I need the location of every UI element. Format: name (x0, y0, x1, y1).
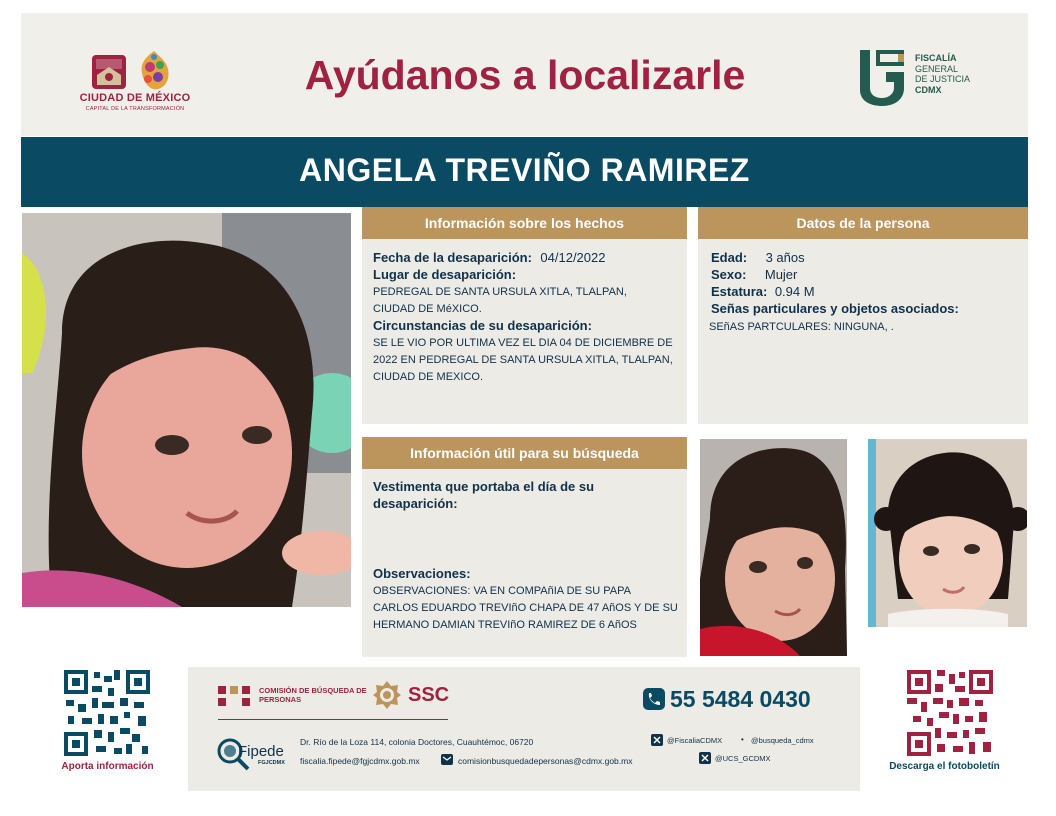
fiscalia-line: DE JUSTICIA (915, 74, 971, 84)
social-separator-dot: • (741, 735, 744, 744)
divider (218, 719, 448, 720)
main-photo (22, 213, 351, 607)
sexo-row (711, 266, 1026, 283)
estatura-row (711, 283, 1026, 300)
hechos-heading: Información sobre los hechos (362, 207, 687, 239)
lugar-value: PEDREGAL DE SANTA URSULA XITLA, TLALPAN, CIUDAD DE MéXICO. (373, 286, 627, 315)
child-photo-illustration (22, 213, 351, 607)
person-name: ANGELA TREVIÑO RAMIREZ (299, 152, 750, 188)
address: Dr. Río de la Loza 114, colonia Doctores, Cuauhtémoc, 06720 (300, 737, 534, 747)
persona-panel (698, 239, 1028, 424)
social-busqueda[interactable]: @busqueda_cdmx (751, 736, 814, 745)
qr-left-caption: Aporta información (61, 761, 154, 772)
persona-heading: Datos de la persona (698, 207, 1028, 239)
lugar-label: Lugar de desaparición: (373, 267, 517, 282)
fiscalia-line: CDMX (915, 84, 942, 95)
estatura-value: 0.94 M (774, 284, 815, 299)
email-comision[interactable]: comisionbusquedadepersonas@cdmx.gob.mx (458, 756, 633, 766)
child-photo-illustration (700, 439, 847, 656)
cdmx-name: CIUDAD DE MÉXICO (79, 92, 191, 104)
page-title: Ayúdanos a localizarle (304, 52, 746, 98)
fecha-value: 04/12/2022 (540, 250, 606, 265)
qr-code-left-icon[interactable] (62, 668, 152, 758)
fecha-label: Fecha de la desaparición: (373, 250, 532, 265)
edad-value: 3 años (765, 250, 805, 265)
fiscalia-line: FISCALÍA (915, 53, 957, 63)
busqueda-panel (362, 469, 687, 657)
observaciones-value: OBSERVACIONES: VA EN COMPAñIA DE SU PAPA CARLOS EDUARDO TREVIñO CHAPA DE 47 AñOS Y DE SU HERMANO DAMIAN TREVIñO RAMIREZ DE 6 AñOS (373, 585, 678, 631)
circunstancias-value: SE LE VIO POR ULTIMA VEZ EL DIA 04 DE DICIEMBRE DE 2022 EN PEDREGAL DE SANTA URSULA XITLA, TLALPAN, CIUDAD DE MEXICO. (373, 337, 673, 383)
x-social-icon (651, 734, 663, 746)
x-social-icon (699, 752, 711, 764)
fipede-text: Fipede (238, 743, 284, 760)
phone-number[interactable]: 55 5484 0430 (670, 686, 811, 712)
fiscalia-line: GENERAL (915, 63, 959, 74)
ssc-text: SSC (408, 684, 450, 706)
circunstancias-label: Circunstancias de su desaparición: (373, 318, 592, 333)
qr-code-right-icon[interactable] (905, 668, 995, 758)
phone-icon (643, 688, 665, 710)
photo-secondary-2 (868, 439, 1027, 627)
estatura-label: Estatura: (711, 284, 768, 299)
email-icon (441, 754, 453, 765)
fiscalia-text (915, 53, 970, 95)
contact-box (188, 667, 860, 791)
child-photo-illustration (868, 439, 1027, 627)
edad-label: Edad: (711, 250, 748, 265)
fgj-logo-icon (854, 46, 910, 108)
social-ucs[interactable]: @UCS_GCDMX (715, 754, 771, 763)
sexo-value: Mujer (764, 267, 798, 282)
cdmx-subtitle: CAPITAL DE LA TRANSFORMACIÓN (85, 106, 185, 112)
fecha-row (373, 249, 683, 267)
senas-label: Señas particulares y objetos asociados: (711, 301, 959, 316)
email-fipede[interactable]: fiscalia.fipede@fgjcdmx.gob.mx (300, 756, 420, 766)
photo-secondary-1 (700, 439, 847, 656)
ssc-badge-icon (372, 680, 402, 710)
observaciones-label: Observaciones: (373, 566, 471, 581)
busqueda-heading: Información útil para su búsqueda (362, 437, 687, 469)
vestimenta-label: Vestimenta que portaba el día de su desaparición: (373, 479, 595, 511)
social-fiscalia[interactable]: @FiscaliaCDMX (667, 736, 723, 745)
fipede-sub: FGJCDMX (258, 760, 285, 766)
hechos-panel (362, 239, 687, 424)
comision-text: COMISIÓN DE BÚSQUEDA DE PERSONAS (259, 686, 367, 704)
senas-value: SEñAS PARTCULARES: NINGUNA, . (709, 321, 894, 333)
edad-row (711, 249, 1026, 266)
comision-logo-icon (218, 684, 252, 708)
sexo-label: Sexo: (711, 267, 747, 282)
qr-right-caption: Descarga el fotoboletín (889, 761, 1000, 772)
